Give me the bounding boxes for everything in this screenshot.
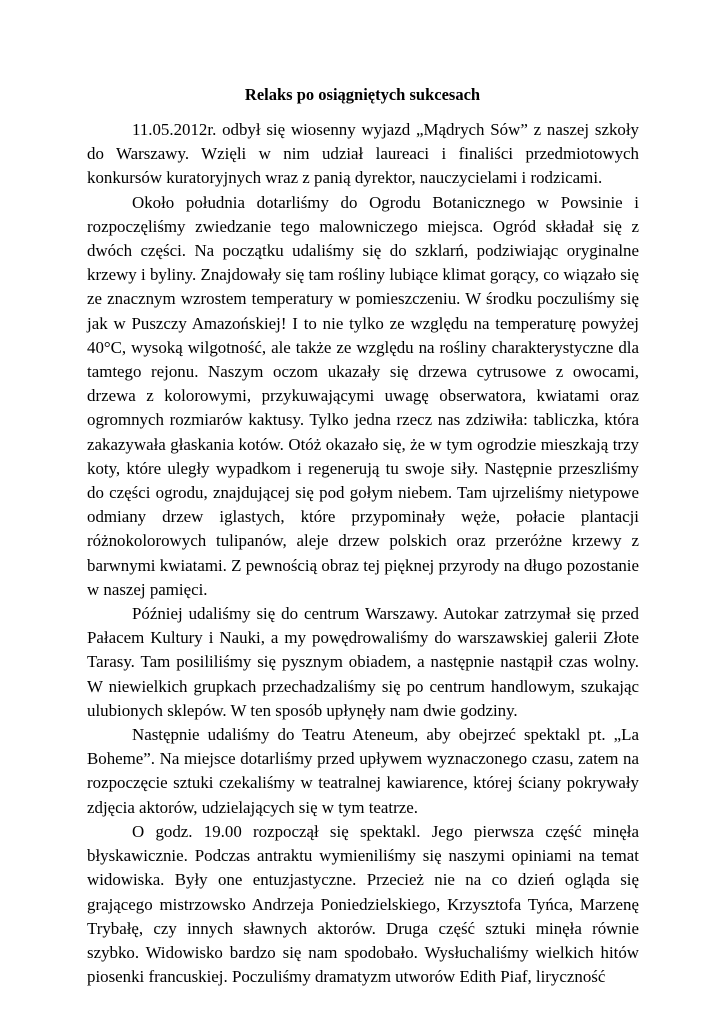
paragraph-1: 11.05.2012r. odbył się wiosenny wyjazd „Mądrych Sów” z naszej szkoły do Warszawy. Wzięli w nim udział laureaci i finaliści przedmiotowych konkursów kuratoryjnych wraz z panią dyrektor, nauczycielami i rodzicami. (87, 120, 639, 188)
paragraph-2: Około południa dotarliśmy do Ogrodu Botanicznego w Powsinie i rozpoczęliśmy zwiedzanie tego malowniczego miejsca. Ogród składał się z dwóch części. Na początku udaliśmy się do szklarń, podziwiając oryginalne krzewy i byliny. Znajdowały się tam rośliny lubiące klimat gorący, co wiązało się ze znacznym wzrostem temperatury w pomieszczeniu. W środku poczuliśmy się jak w Puszczy Amazońskiej! I to nie tylko ze względu na temperaturę powyżej 40°C, wysoką wilgotność, ale także ze względu na rośliny charakterystyczne dla tamtego rejonu. Naszym oczom ukazały się drzewa cytrusowe z owocami, drzewa z kolorowymi, przykuwającymi uwagę obserwatora, kwiatami oraz ogromnych rozmiarów kaktusy. Tylko jedna rzecz nas zdziwiła: tabliczka, która zakazywała głaskania kotów. Otóż okazało się, że w tym ogrodzie mieszkają trzy koty, które uległy wypadkom i regenerują tu swoje siły. Następnie przeszliśmy do części ogrodu, znajdującej się pod gołym niebem. Tam ujrzeliśmy nietypowe odmiany drzew iglastych, które przypominały węże, połacie plantacji różnokolorowych tulipanów, aleje drzew polskich oraz przeróżne krzewy z barwnymi kwiatami. Z pewnością obraz tej pięknej przyrody na długo pozostanie w naszej pamięci. (87, 192, 639, 599)
article-body (87, 118, 639, 989)
page-title: Relaks po osiągniętych sukcesach (244, 85, 481, 104)
paragraph-5: O godz. 19.00 rozpoczął się spektakl. Jego pierwsza część minęła błyskawicznie. Podczas antraktu wymieniliśmy się naszymi opiniami na temat widowiska. Były one entuzjastyczne. Przecież nie na co dzień ogląda się grającego mistrzowsko Andrzeja Poniedzielskiego, Krzysztofa Tyńca, Marzenę Trybałę, czy innych sławnych aktorów. Druga część sztuki minęła równie szybko. Widowisko bardzo się nam spodobało. Wysłuchaliśmy wielkich hitów piosenki francuskiej. Poczuliśmy dramatyzm utworów Edith Piaf, liryczność (87, 821, 639, 987)
paragraph-3: Później udaliśmy się do centrum Warszawy. Autokar zatrzymał się przed Pałacem Kultury i Nauki, a my powędrowaliśmy do warszawskiej galerii Złote Tarasy. Tam posililiśmy się pysznym obiadem, a następnie nastąpił czas wolny. W niewielkich grupkach przechadzaliśmy się po centrum handlowym, szukając ulubionych sklepów. W ten sposób upłynęły nam dwie godziny. (87, 604, 639, 720)
paragraph-4: Następnie udaliśmy do Teatru Ateneum, aby obejrzeć spektakl pt. „La Boheme”. Na miejsce dotarliśmy przed upływem wyznaczonego czasu, zatem na rozpoczęcie sztuki czekaliśmy w teatralnej kawiarence, której ściany pokrywały zdjęcia aktorów, udzielających się w tym teatrze. (87, 725, 639, 817)
